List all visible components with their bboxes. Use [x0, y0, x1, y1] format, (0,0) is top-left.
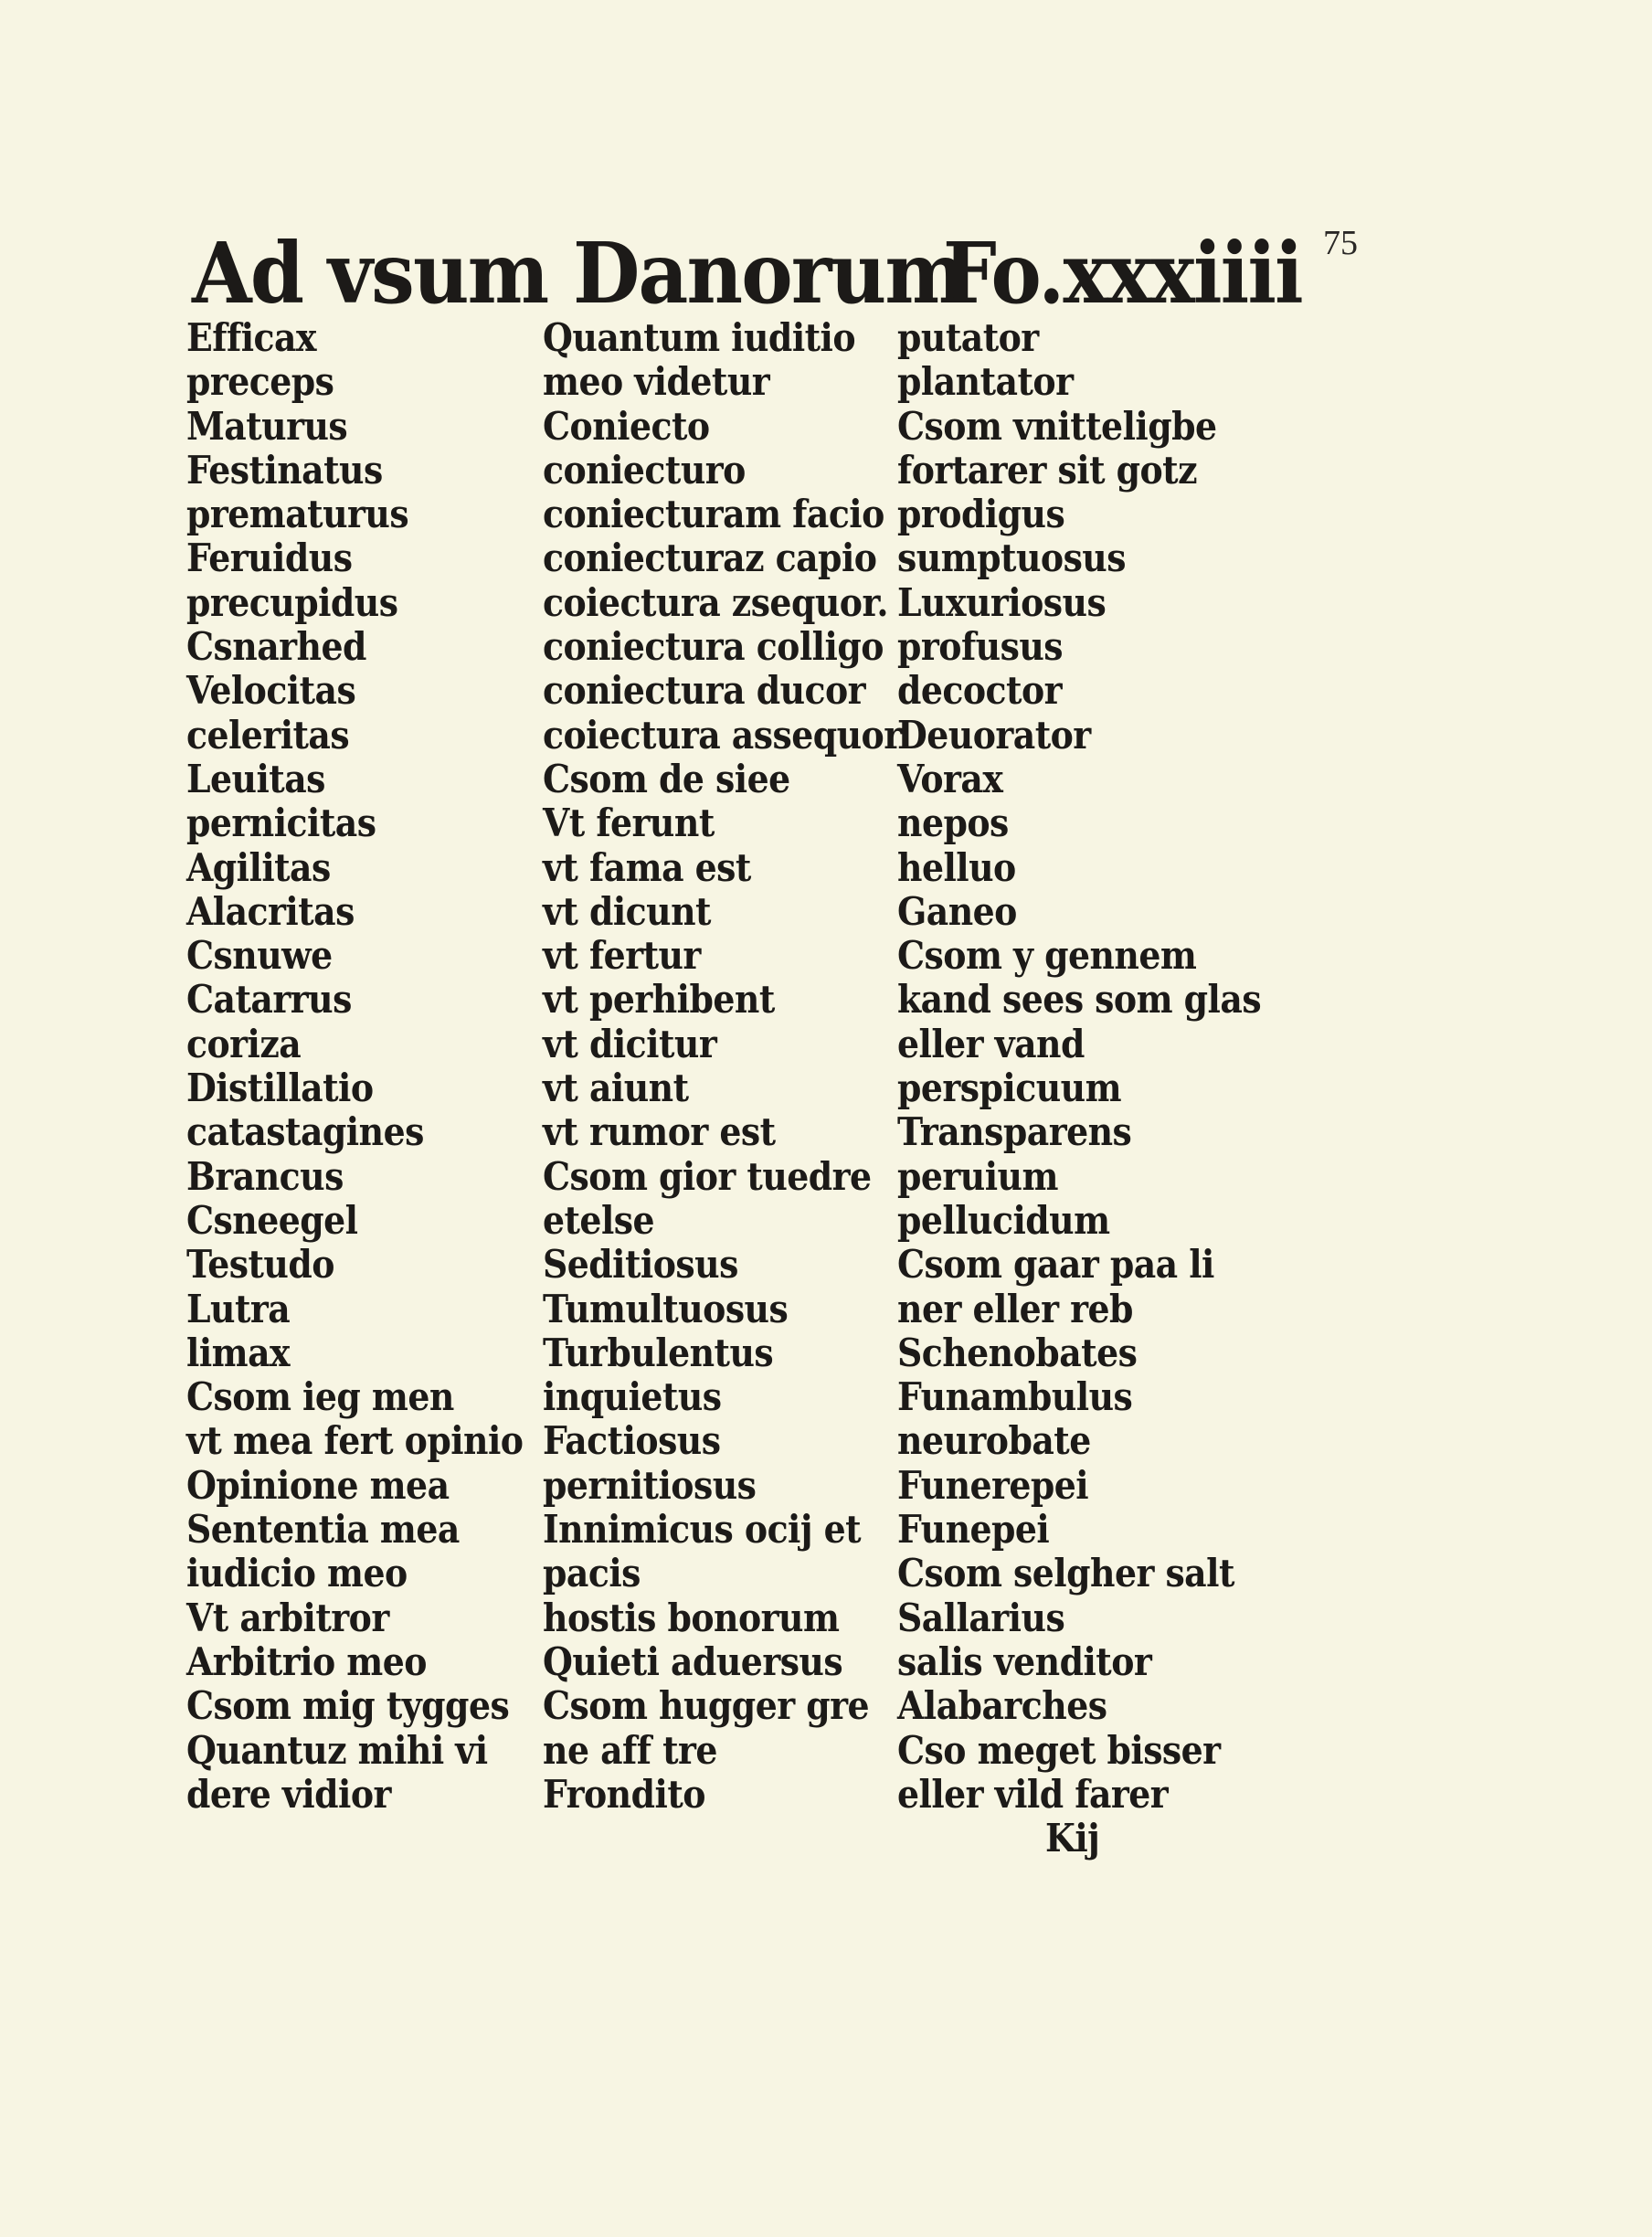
list-item: Agilitas [186, 844, 331, 890]
list-item: Testudo [186, 1242, 334, 1288]
word-list-columns [186, 316, 1265, 1870]
list-item: Feruidus [186, 535, 353, 581]
list-item: Funambulus [897, 1374, 1133, 1420]
list-item: Deuorator [897, 712, 1091, 758]
list-item: Transparens [897, 1109, 1132, 1155]
list-item: Tumultuosus [543, 1286, 789, 1331]
list-item: nepos [897, 800, 1009, 846]
list-item: vt dicitur [543, 1021, 717, 1066]
list-item: Schenobates [897, 1330, 1138, 1375]
list-item: Sallarius [897, 1595, 1065, 1640]
list-item: Quantum iuditio [543, 315, 856, 360]
list-item: Seditiosus [543, 1242, 738, 1288]
list-item: Funepei [897, 1507, 1050, 1553]
list-item: Distillatio [186, 1065, 374, 1111]
list-item: plantator [897, 359, 1074, 405]
list-item: Velocitas [186, 668, 356, 714]
list-item: sumptuosus [897, 535, 1127, 581]
list-item: Csom selgher salt [897, 1551, 1234, 1596]
list-item: peruium [897, 1153, 1058, 1199]
list-item: ne aff tre [543, 1727, 717, 1773]
list-item: eller vild farer [897, 1771, 1169, 1817]
list-item: iudicio meo [186, 1551, 408, 1596]
list-item: Csom gior tuedre [543, 1153, 872, 1199]
list-item: vt rumor est [543, 1109, 776, 1155]
list-item: Coniecto [543, 403, 710, 449]
list-item: meo videtur [543, 359, 770, 405]
list-item: helluo [897, 844, 1016, 890]
list-item: Csnuwe [186, 933, 333, 979]
list-item: Innimicus ocij et [543, 1507, 862, 1553]
list-item: pernicitas [186, 800, 376, 846]
list-item: Opinione mea [186, 1462, 450, 1508]
list-item: Alacritas [186, 888, 355, 934]
column-1 [186, 316, 560, 1817]
list-item: coniecturam facio [543, 492, 884, 537]
list-item: prematurus [186, 492, 409, 537]
list-item: eller vand [897, 1021, 1085, 1066]
list-item: coiectura assequor [543, 712, 902, 758]
list-item: putator [897, 315, 1039, 360]
list-item: ner eller reb [897, 1286, 1133, 1331]
running-head-title: Ad vsum Danorum [192, 224, 966, 323]
list-item: hostis bonorum [543, 1595, 840, 1640]
list-item: Csneegel [186, 1197, 358, 1243]
list-item: Alabarches [897, 1683, 1107, 1729]
list-item: Csom vnitteligbe [897, 403, 1217, 449]
list-item: kand sees som glas [897, 977, 1262, 1023]
list-item: catastagines [186, 1109, 424, 1155]
list-item: vt dicunt [543, 888, 711, 934]
list-item: coniectura ducor [543, 668, 866, 714]
list-item: Csom y gennem [897, 933, 1197, 979]
catchword: Kij [1045, 1816, 1100, 1861]
list-item: Csom ieg men [186, 1374, 454, 1420]
list-item: Vt ferunt [543, 800, 715, 846]
list-item: Csnarhed [186, 624, 366, 670]
list-item: Csom gaar paa li [897, 1242, 1214, 1288]
list-item: Csom de siee [543, 756, 790, 801]
list-item: Leuitas [186, 756, 325, 801]
list-item: Brancus [186, 1153, 344, 1199]
list-item: vt fama est [543, 844, 751, 890]
list-item: preceps [186, 359, 334, 405]
running-head-folio: Fo.xxxiiii [943, 224, 1302, 323]
list-item: celeritas [186, 712, 350, 758]
list-item: Festinatus [186, 447, 383, 493]
column-2 [543, 316, 941, 1817]
list-item: perspicuum [897, 1065, 1122, 1111]
list-item: Sententia mea [186, 1507, 460, 1553]
list-item: coniecturaz capio [543, 535, 877, 581]
list-item: coniectura colligo [543, 624, 884, 670]
list-item: inquietus [543, 1374, 722, 1420]
list-item: Arbitrio meo [186, 1638, 427, 1684]
list-item: vt fertur [543, 933, 701, 979]
list-item: decoctor [897, 668, 1062, 714]
list-item: dere vidior [186, 1771, 391, 1817]
list-item: Quieti aduersus [543, 1638, 843, 1684]
column-3 [897, 316, 1301, 1861]
list-item: prodigus [897, 492, 1065, 537]
list-item: fortarer sit gotz [897, 447, 1198, 493]
list-item: neurobate [897, 1418, 1091, 1464]
running-head [192, 219, 1302, 327]
page-number: 75 [1323, 224, 1358, 262]
list-item: salis venditor [897, 1638, 1152, 1684]
list-item: Funerepei [897, 1462, 1089, 1508]
list-item: pellucidum [897, 1197, 1110, 1243]
list-item: Luxuriosus [897, 579, 1107, 625]
list-item: coriza [186, 1021, 302, 1066]
list-item: Maturus [186, 403, 348, 449]
list-item: Frondito [543, 1771, 705, 1817]
list-item: coiectura zsequor. [543, 579, 888, 625]
list-item: pacis [543, 1551, 641, 1596]
list-item: Csom hugger gre [543, 1683, 869, 1729]
list-item: Cso meget bisser [897, 1727, 1221, 1773]
list-item: Ganeo [897, 888, 1017, 934]
list-item: Quantuz mihi vi [186, 1727, 488, 1773]
list-item: limax [186, 1330, 291, 1375]
list-item: Lutra [186, 1286, 291, 1331]
list-item: Turbulentus [543, 1330, 774, 1375]
list-item: coniecturo [543, 447, 746, 493]
list-item: vt mea fert opinio [186, 1418, 524, 1464]
list-item: Efficax [186, 315, 316, 360]
list-item: vt aiunt [543, 1065, 689, 1111]
list-item: Vt arbitror [186, 1595, 389, 1640]
list-item: Factiosus [543, 1418, 721, 1464]
list-item: pernitiosus [543, 1462, 757, 1508]
list-item: precupidus [186, 579, 398, 625]
list-item: Csom mig tygges [186, 1683, 510, 1729]
list-item: profusus [897, 624, 1064, 670]
list-item: vt perhibent [543, 977, 775, 1023]
list-item: Catarrus [186, 977, 352, 1023]
list-item: etelse [543, 1197, 655, 1243]
list-item: Vorax [897, 756, 1003, 801]
